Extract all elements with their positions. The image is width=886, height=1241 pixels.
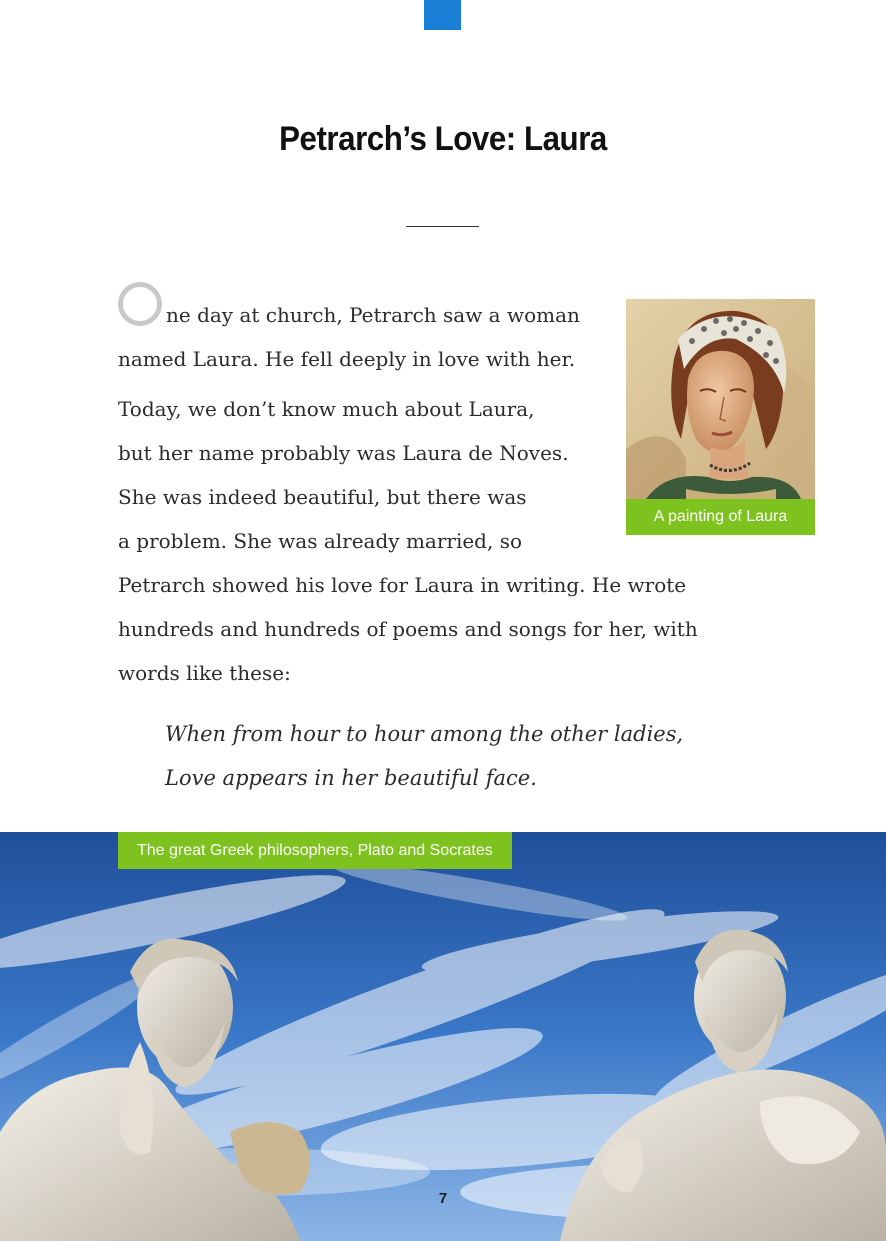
page-number: 7 bbox=[438, 1190, 448, 1207]
philosophers-caption: The great Greek philosophers, Plato and Socrates bbox=[118, 832, 512, 869]
page-title: Petrarch’s Love: Laura bbox=[279, 120, 607, 158]
body-line: hundreds and hundreds of poems and songs for her, with bbox=[118, 617, 698, 641]
body-line bbox=[118, 282, 613, 337]
body-line: a problem. She was already married, so bbox=[118, 529, 523, 553]
body-line: words like these: bbox=[118, 661, 291, 685]
body-line: Petrarch showed his love for Laura in writing. He wrote bbox=[118, 573, 687, 597]
poem-quote bbox=[165, 712, 683, 800]
body-line-text: ne day at church, Petrarch saw a woman bbox=[166, 303, 580, 327]
philosophers-figure bbox=[0, 832, 886, 1241]
quote-line: Love appears in her beautiful face. bbox=[165, 766, 537, 790]
body-line: She was indeed beautiful, but there was bbox=[118, 485, 527, 509]
quote-line: When from hour to hour among the other ladies, bbox=[165, 722, 684, 746]
body-line: but her name probably was Laura de Noves. bbox=[118, 441, 569, 465]
laura-painting-image bbox=[626, 299, 815, 499]
philosophers-statues-image bbox=[0, 832, 886, 1241]
laura-caption: A painting of Laura bbox=[626, 499, 815, 535]
body-line: named Laura. He fell deeply in love with her. bbox=[118, 347, 576, 371]
laura-figure bbox=[626, 299, 815, 535]
body-line: Today, we don’t know much about Laura, bbox=[118, 397, 535, 421]
drop-cap-letter-o bbox=[118, 282, 162, 326]
title-divider bbox=[406, 226, 479, 227]
top-tab-marker bbox=[424, 0, 461, 30]
